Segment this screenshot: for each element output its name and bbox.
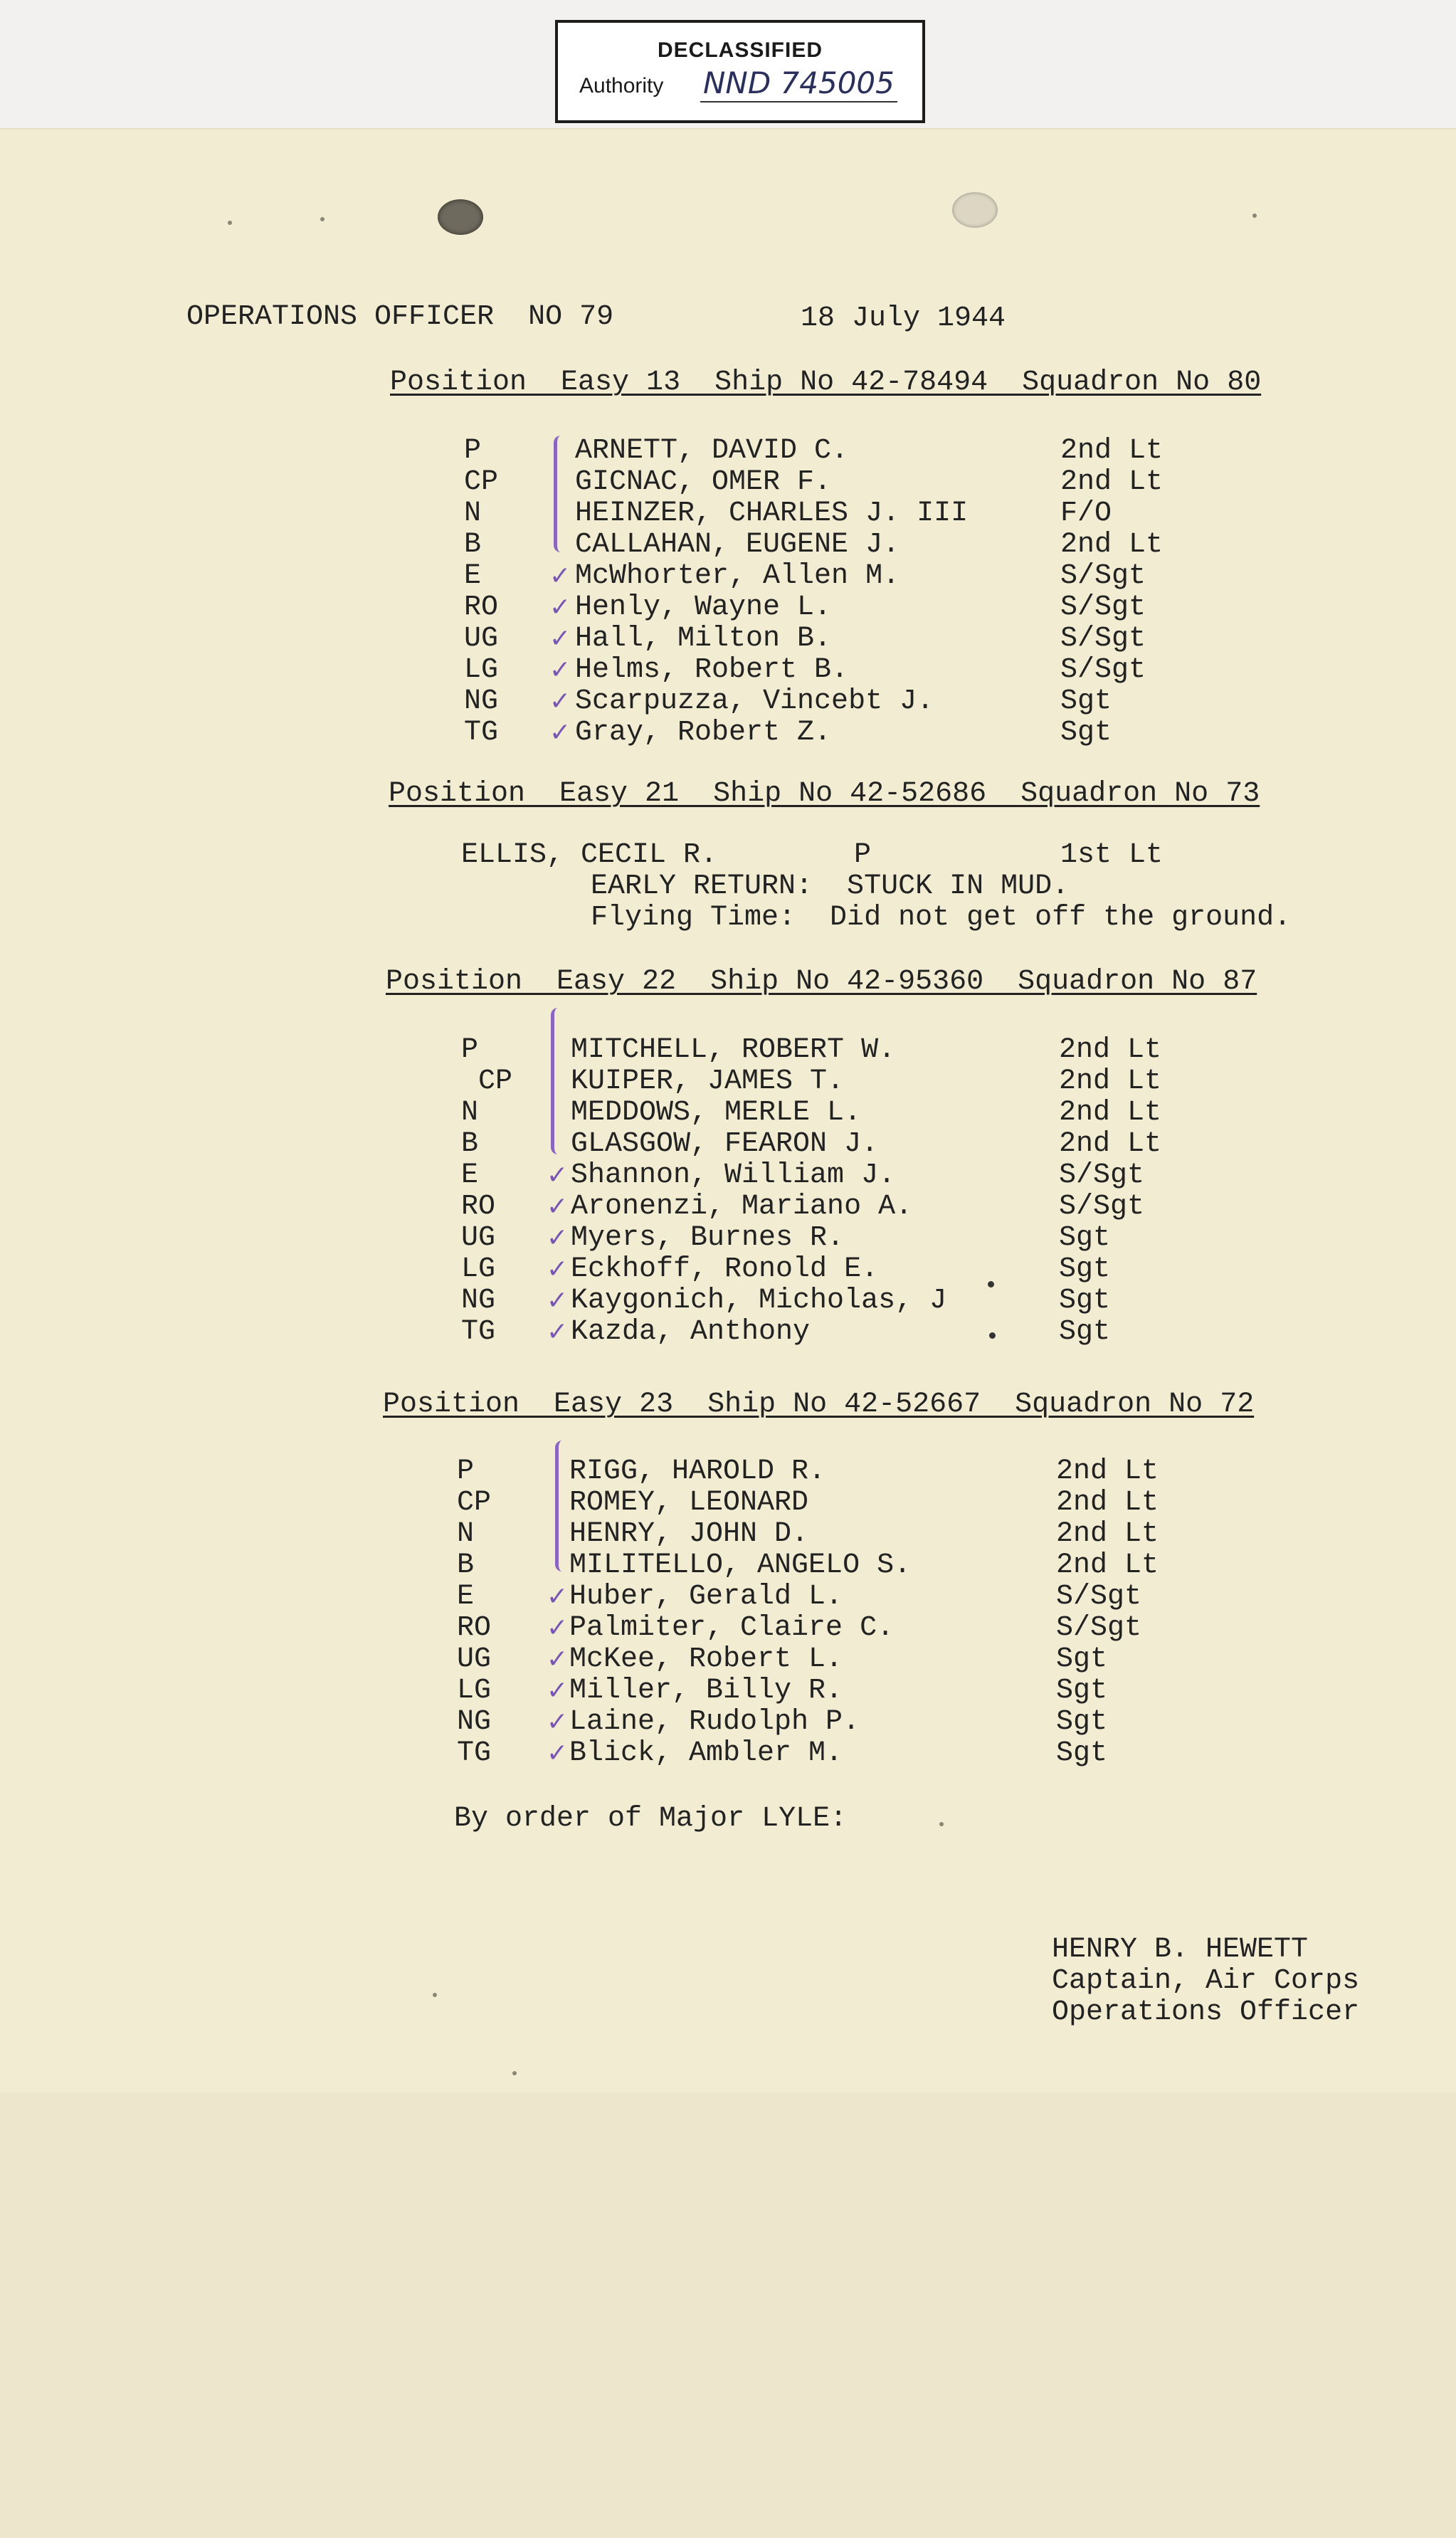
crew-position: P: [464, 435, 482, 467]
ink-dot: [989, 1332, 996, 1339]
crew-position: LG: [464, 654, 499, 686]
crew-name: Gray, Robert Z.: [575, 717, 832, 749]
crew-position: B: [457, 1549, 475, 1581]
crew-name: Aronenzi, Mariano A.: [571, 1191, 913, 1223]
crew-position: RO: [457, 1612, 492, 1644]
check-mark: ✓: [549, 687, 571, 716]
check-mark: ✓: [547, 1739, 569, 1768]
crew-name: ELLIS, CECIL R.: [461, 839, 718, 871]
check-mark: ✓: [547, 1582, 569, 1611]
declassified-stamp: [555, 20, 925, 123]
crew-name: MILITELLO, ANGELO S.: [569, 1549, 912, 1581]
crew-rank: 2nd Lt: [1059, 1034, 1162, 1066]
crew-position: B: [464, 529, 482, 561]
crew-rank: 2nd Lt: [1059, 1097, 1162, 1129]
paper-speck: [320, 217, 325, 221]
paper-speck: [433, 1993, 437, 1997]
crew-position: P: [461, 1034, 479, 1066]
crew-rank: 2nd Lt: [1060, 529, 1164, 561]
crew-position: B: [461, 1128, 479, 1160]
crew-rank: Sgt: [1056, 1706, 1108, 1738]
crew-position: CP: [464, 466, 499, 498]
check-mark: ✓: [549, 593, 571, 622]
crew-position: N: [457, 1518, 475, 1550]
crew-position: UG: [457, 1643, 492, 1675]
crew-rank: 2nd Lt: [1059, 1065, 1162, 1097]
pen-bracket: [554, 436, 566, 552]
stamp-authority-number: NND 745005: [700, 65, 897, 102]
crew-rank: Sgt: [1060, 717, 1112, 749]
crew-rank: 2nd Lt: [1056, 1455, 1159, 1487]
crew-rank: F/O: [1060, 497, 1112, 530]
crew-position: P: [854, 839, 872, 871]
check-mark: ✓: [547, 1286, 569, 1315]
crew-name: CALLAHAN, EUGENE J.: [575, 529, 900, 561]
crew-position: N: [461, 1097, 479, 1129]
crew-position: CP: [478, 1065, 513, 1097]
signature-name: HENRY B. HEWETT: [1052, 1934, 1309, 1966]
check-mark: ✓: [547, 1676, 569, 1705]
crew-name: HENRY, JOHN D.: [569, 1518, 809, 1550]
crew-position: LG: [457, 1675, 492, 1707]
crew-name: Hall, Milton B.: [575, 623, 832, 655]
crew-name: GLASGOW, FEARON J.: [571, 1128, 879, 1160]
crew-name: MEDDOWS, MERLE L.: [571, 1097, 862, 1129]
crew-name: Shannon, William J.: [571, 1159, 896, 1191]
crew-rank: 2nd Lt: [1060, 466, 1164, 498]
paper-speck: [1252, 214, 1257, 218]
signature-title: Operations Officer: [1052, 1996, 1360, 2028]
crew-rank: Sgt: [1059, 1253, 1111, 1285]
crew-name: McWhorter, Allen M.: [575, 560, 900, 592]
position-line-easy-13: Position Easy 13 Ship No 42-78494 Squadron No 80: [390, 367, 1262, 399]
crew-position: RO: [461, 1191, 496, 1223]
early-return-note: EARLY RETURN: STUCK IN MUD.: [591, 870, 1070, 902]
crew-rank: S/Sgt: [1060, 623, 1146, 655]
crew-rank: S/Sgt: [1056, 1612, 1142, 1644]
ink-dot: [988, 1281, 994, 1288]
crew-rank: S/Sgt: [1059, 1191, 1145, 1223]
pen-bracket: [555, 1441, 567, 1571]
crew-position: NG: [461, 1285, 496, 1317]
crew-rank: S/Sgt: [1059, 1159, 1145, 1191]
crew-rank: S/Sgt: [1060, 591, 1146, 623]
crew-position: P: [457, 1455, 475, 1487]
paper-speck: [939, 1822, 944, 1826]
check-mark: ✓: [549, 562, 571, 591]
crew-position: UG: [461, 1222, 496, 1254]
crew-rank: S/Sgt: [1060, 654, 1146, 686]
crew-rank: Sgt: [1059, 1222, 1111, 1254]
crew-name: Eckhoff, Ronold E.: [571, 1253, 879, 1285]
crew-rank: Sgt: [1056, 1675, 1108, 1707]
document-title: OPERATIONS OFFICER NO 79: [186, 301, 614, 333]
punch-hole-right: [952, 192, 998, 228]
crew-name: Scarpuzza, Vincebt J.: [575, 685, 934, 717]
crew-rank: 2nd Lt: [1056, 1549, 1159, 1581]
crew-rank: Sgt: [1059, 1285, 1111, 1317]
check-mark: ✓: [549, 718, 571, 747]
crew-position: E: [461, 1159, 479, 1191]
crew-name: Myers, Burnes R.: [571, 1222, 845, 1254]
check-mark: ✓: [547, 1255, 569, 1284]
crew-rank: Sgt: [1059, 1316, 1111, 1348]
crew-rank: Sgt: [1056, 1737, 1108, 1769]
crew-rank: S/Sgt: [1060, 560, 1146, 592]
crew-name: Huber, Gerald L.: [569, 1581, 843, 1613]
check-mark: ✓: [547, 1707, 569, 1737]
crew-position: CP: [457, 1487, 492, 1519]
check-mark: ✓: [547, 1317, 569, 1347]
flying-time-note: Flying Time: Did not get off the ground.: [591, 902, 1292, 934]
crew-name: Laine, Rudolph P.: [569, 1706, 860, 1738]
check-mark: ✓: [547, 1613, 569, 1643]
crew-name: Blick, Ambler M.: [569, 1737, 843, 1769]
crew-rank: Sgt: [1056, 1643, 1108, 1675]
stamp-title: DECLASSIFIED: [657, 38, 823, 62]
check-mark: ✓: [547, 1161, 569, 1190]
signature-rank: Captain, Air Corps: [1052, 1965, 1360, 1997]
crew-name: Henly, Wayne L.: [575, 591, 832, 623]
check-mark: ✓: [547, 1192, 569, 1221]
crew-position: NG: [457, 1706, 492, 1738]
crew-name: KUIPER, JAMES T.: [571, 1065, 845, 1097]
crew-position: LG: [461, 1253, 496, 1285]
check-mark: ✓: [547, 1223, 569, 1253]
crew-rank: 2nd Lt: [1060, 435, 1164, 467]
crew-position: E: [457, 1581, 475, 1613]
check-mark: ✓: [547, 1645, 569, 1674]
position-line-easy-22: Position Easy 22 Ship No 42-95360 Squadron No 87: [386, 966, 1257, 998]
paper-speck: [228, 221, 232, 225]
crew-name: ARNETT, DAVID C.: [575, 435, 849, 467]
crew-name: ROMEY, LEONARD: [569, 1487, 809, 1519]
crew-position: UG: [464, 623, 499, 655]
check-mark: ✓: [549, 624, 571, 653]
crew-name: HEINZER, CHARLES J. III: [575, 497, 969, 530]
pen-bracket: [551, 1008, 563, 1154]
crew-position: RO: [464, 591, 499, 623]
paper-speck: [512, 2071, 517, 2075]
crew-name: Helms, Robert B.: [575, 654, 849, 686]
crew-name: MITCHELL, ROBERT W.: [571, 1034, 896, 1066]
underlying-page: [0, 2092, 1456, 2538]
order-line: By order of Major LYLE:: [454, 1803, 848, 1835]
crew-name: Kaygonich, Micholas, J: [571, 1285, 947, 1317]
crew-rank: 2nd Lt: [1059, 1128, 1162, 1160]
crew-position: N: [464, 497, 482, 530]
crew-position: TG: [461, 1316, 496, 1348]
position-line-easy-23: Position Easy 23 Ship No 42-52667 Squadron No 72: [383, 1389, 1255, 1421]
check-mark: ✓: [549, 655, 571, 685]
document-date: 18 July 1944: [801, 302, 1006, 335]
crew-rank: 1st Lt: [1060, 839, 1164, 871]
crew-position: E: [464, 560, 482, 592]
crew-name: GICNAC, OMER F.: [575, 466, 832, 498]
crew-rank: 2nd Lt: [1056, 1518, 1159, 1550]
crew-position: TG: [464, 717, 499, 749]
crew-rank: 2nd Lt: [1056, 1487, 1159, 1519]
crew-name: Kazda, Anthony: [571, 1316, 811, 1348]
crew-name: RIGG, HAROLD R.: [569, 1455, 826, 1487]
punch-hole-left: [438, 199, 483, 235]
crew-name: McKee, Robert L.: [569, 1643, 843, 1675]
crew-position: TG: [457, 1737, 492, 1769]
crew-rank: S/Sgt: [1056, 1581, 1142, 1613]
crew-name: Miller, Billy R.: [569, 1675, 843, 1707]
crew-name: Palmiter, Claire C.: [569, 1612, 895, 1644]
crew-rank: Sgt: [1060, 685, 1112, 717]
position-line-easy-21: Position Easy 21 Ship No 42-52686 Squadron No 73: [389, 778, 1260, 810]
crew-position: NG: [464, 685, 499, 717]
stamp-authority-label: Authority: [579, 74, 664, 98]
